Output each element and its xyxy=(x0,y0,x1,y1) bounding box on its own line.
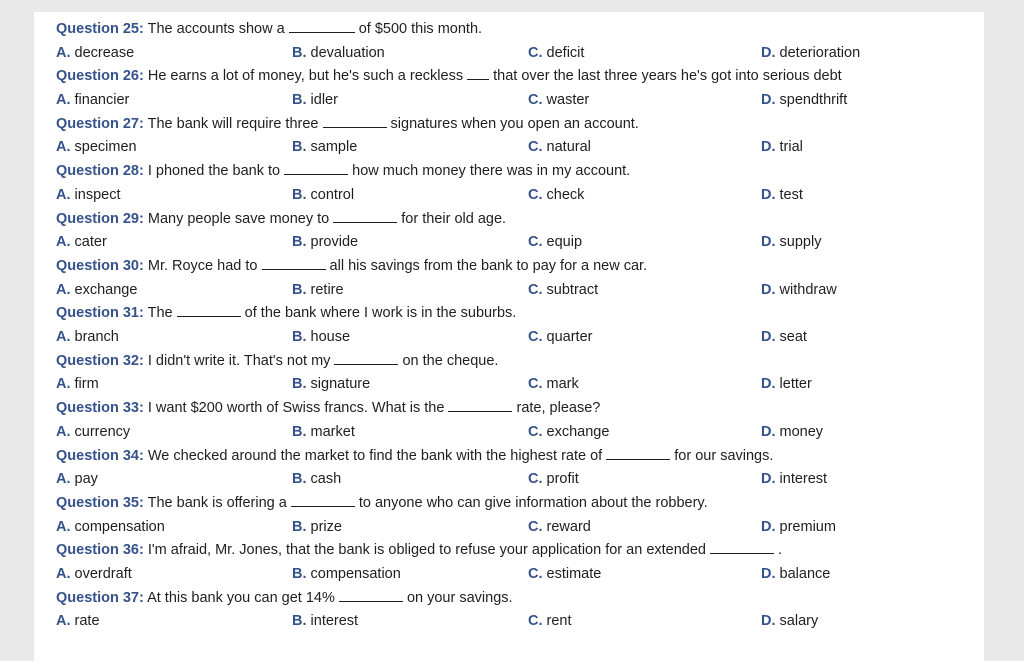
stem-text-after: rate, please? xyxy=(516,400,601,417)
stem-text-before: The bank is offering a xyxy=(147,494,287,511)
option-d xyxy=(761,136,803,160)
stem-text-before: I want $200 worth of Swiss francs. What is the xyxy=(147,400,445,417)
question-stem xyxy=(56,302,961,326)
option-letter: B. xyxy=(292,139,307,156)
answer-blank xyxy=(177,303,241,317)
option-d xyxy=(761,326,807,350)
option-letter: C. xyxy=(528,92,543,109)
option-letter: C. xyxy=(528,234,543,251)
option-letter: D. xyxy=(761,281,776,298)
option-letter: D. xyxy=(761,471,776,488)
stem-text-before: We checked around the market to find the bank with the highest rate of xyxy=(147,447,603,464)
stem-text-before: The accounts show a xyxy=(147,21,285,37)
option-d xyxy=(761,89,847,113)
question-number: Question 33: xyxy=(56,400,144,417)
answer-blank xyxy=(606,446,670,460)
stem-text-after: for our savings. xyxy=(674,447,774,464)
options-row xyxy=(56,136,961,160)
question-number: Question 30: xyxy=(56,257,144,274)
question-stem xyxy=(56,492,961,516)
option-c xyxy=(528,89,589,113)
option-d xyxy=(761,373,812,397)
stem-text-after: of the bank where I work is in the suburbs. xyxy=(244,305,517,322)
option-b xyxy=(292,184,354,208)
option-text: check xyxy=(546,186,585,203)
question-number: Question 32: xyxy=(56,352,144,369)
option-text: idler xyxy=(310,92,338,109)
option-text: profit xyxy=(546,471,579,488)
option-a xyxy=(56,184,120,208)
question-stem xyxy=(56,113,961,137)
answer-blank xyxy=(323,114,387,128)
options-row xyxy=(56,231,961,255)
option-letter: D. xyxy=(761,518,776,535)
options-row xyxy=(56,42,961,66)
option-text: interest xyxy=(310,613,359,630)
option-text: seat xyxy=(779,329,807,346)
option-letter: C. xyxy=(528,329,543,346)
question-stem xyxy=(56,18,961,42)
stem-text-after: signatures when you open an account. xyxy=(390,115,639,132)
option-d xyxy=(761,231,821,255)
option-text: deterioration xyxy=(779,44,861,61)
question-number: Question 27: xyxy=(56,115,144,132)
stem-text-before: At this bank you can get 14% xyxy=(147,589,335,606)
option-text: cater xyxy=(74,234,107,251)
option-text: rent xyxy=(546,613,572,630)
answer-blank xyxy=(289,19,355,33)
question-number: Question 35: xyxy=(56,494,144,511)
option-letter: D. xyxy=(761,44,776,61)
option-a xyxy=(56,610,100,634)
option-letter: A. xyxy=(56,234,71,251)
option-a xyxy=(56,231,107,255)
option-d xyxy=(761,279,837,303)
option-a xyxy=(56,89,129,113)
option-b xyxy=(292,516,342,540)
option-a xyxy=(56,468,98,492)
option-letter: C. xyxy=(528,518,543,535)
stem-text-after: how much money there was in my account. xyxy=(352,163,631,180)
question-number: Question 28: xyxy=(56,163,144,180)
option-c xyxy=(528,421,609,445)
option-letter: A. xyxy=(56,376,71,393)
option-text: devaluation xyxy=(310,44,385,61)
option-d xyxy=(761,468,827,492)
option-letter: D. xyxy=(761,329,776,346)
question-stem xyxy=(56,539,961,563)
option-b xyxy=(292,136,357,160)
option-letter: B. xyxy=(292,376,307,393)
option-a xyxy=(56,373,99,397)
document-page xyxy=(34,12,984,661)
option-letter: D. xyxy=(761,423,776,440)
option-letter: A. xyxy=(56,139,71,156)
option-text: subtract xyxy=(546,281,599,298)
answer-blank xyxy=(262,256,326,270)
option-d xyxy=(761,184,803,208)
option-text: decrease xyxy=(74,44,135,61)
option-a xyxy=(56,136,137,160)
option-text: withdraw xyxy=(779,281,837,298)
option-text: retire xyxy=(310,281,344,298)
option-a xyxy=(56,421,130,445)
option-d xyxy=(761,516,836,540)
option-d xyxy=(761,42,860,66)
stem-text-before: Many people save money to xyxy=(147,210,330,227)
option-text: control xyxy=(310,186,355,203)
option-letter: D. xyxy=(761,613,776,630)
option-b xyxy=(292,373,370,397)
option-c xyxy=(528,373,579,397)
option-c xyxy=(528,516,591,540)
question-stem xyxy=(56,160,961,184)
option-letter: A. xyxy=(56,423,71,440)
options-row xyxy=(56,563,961,587)
question-stem xyxy=(56,208,961,232)
question-stem xyxy=(56,65,961,89)
option-letter: B. xyxy=(292,613,307,630)
option-text: overdraft xyxy=(74,566,132,582)
option-letter: D. xyxy=(761,186,776,203)
option-text: compensation xyxy=(74,518,165,535)
option-letter: C. xyxy=(528,44,543,61)
option-c xyxy=(528,184,584,208)
stem-text-after: for their old age. xyxy=(401,210,507,227)
question-stem xyxy=(56,350,961,374)
option-c xyxy=(528,563,601,587)
option-text: branch xyxy=(74,329,119,346)
stem-text-before: He earns a lot of money, but he's such a reckless xyxy=(147,68,464,85)
stem-text-after: on your savings. xyxy=(406,589,513,606)
option-a xyxy=(56,279,137,303)
option-letter: D. xyxy=(761,139,776,156)
answer-blank xyxy=(333,209,397,223)
option-text: quarter xyxy=(546,329,593,346)
option-text: balance xyxy=(779,566,831,582)
option-b xyxy=(292,326,350,350)
question-number: Question 29: xyxy=(56,210,144,227)
option-text: trial xyxy=(779,139,803,156)
question-number: Question 34: xyxy=(56,447,144,464)
question-stem xyxy=(56,397,961,421)
option-letter: C. xyxy=(528,281,543,298)
option-text: letter xyxy=(779,376,812,393)
option-text: pay xyxy=(74,471,98,488)
option-letter: B. xyxy=(292,44,307,61)
option-letter: B. xyxy=(292,329,307,346)
option-b xyxy=(292,421,355,445)
option-text: exchange xyxy=(546,423,610,440)
option-d xyxy=(761,610,818,634)
option-text: equip xyxy=(546,234,583,251)
option-text: sample xyxy=(310,139,358,156)
option-text: house xyxy=(310,329,351,346)
question-number: Question 36: xyxy=(56,542,144,559)
option-letter: A. xyxy=(56,518,71,535)
option-letter: B. xyxy=(292,566,307,582)
option-letter: A. xyxy=(56,281,71,298)
stem-text-before: The bank will require three xyxy=(147,115,319,132)
option-letter: C. xyxy=(528,471,543,488)
option-text: money xyxy=(779,423,824,440)
option-letter: B. xyxy=(292,92,307,109)
option-text: natural xyxy=(546,139,591,156)
option-letter: C. xyxy=(528,139,543,156)
option-text: estimate xyxy=(546,566,602,582)
option-letter: A. xyxy=(56,613,71,630)
option-text: interest xyxy=(779,471,828,488)
option-letter: C. xyxy=(528,566,543,582)
option-d xyxy=(761,563,830,587)
question-stem xyxy=(56,255,961,279)
question-list xyxy=(56,18,961,634)
option-b xyxy=(292,563,401,587)
option-c xyxy=(528,42,584,66)
stem-text-after: on the cheque. xyxy=(402,352,499,369)
option-letter: A. xyxy=(56,44,71,61)
option-text: test xyxy=(779,186,803,203)
stem-text-after: to anyone who can give information about the robbery. xyxy=(358,494,708,511)
option-text: specimen xyxy=(74,139,137,156)
answer-blank xyxy=(710,540,774,554)
option-letter: A. xyxy=(56,329,71,346)
option-letter: B. xyxy=(292,281,307,298)
option-text: compensation xyxy=(310,566,401,582)
option-a xyxy=(56,42,134,66)
answer-blank xyxy=(334,351,398,365)
option-letter: A. xyxy=(56,566,71,582)
option-text: waster xyxy=(546,92,590,109)
option-letter: D. xyxy=(761,234,776,251)
stem-text-before: I didn't write it. That's not my xyxy=(147,352,331,369)
option-b xyxy=(292,231,358,255)
options-row xyxy=(56,326,961,350)
option-c xyxy=(528,279,598,303)
option-letter: C. xyxy=(528,423,543,440)
answer-blank xyxy=(291,493,355,507)
option-letter: A. xyxy=(56,471,71,488)
option-c xyxy=(528,231,582,255)
option-b xyxy=(292,468,341,492)
option-a xyxy=(56,516,165,540)
option-text: inspect xyxy=(74,186,121,203)
stem-text-before: The xyxy=(147,305,173,322)
options-row xyxy=(56,184,961,208)
stem-text-after: of $500 this month. xyxy=(358,21,483,37)
options-row xyxy=(56,373,961,397)
option-b xyxy=(292,42,385,66)
option-text: spendthrift xyxy=(779,92,848,109)
option-letter: C. xyxy=(528,186,543,203)
option-c xyxy=(528,610,572,634)
option-text: firm xyxy=(74,376,99,393)
answer-blank xyxy=(448,398,512,412)
answer-blank xyxy=(284,161,348,175)
question-stem xyxy=(56,587,961,611)
option-letter: B. xyxy=(292,234,307,251)
option-text: prize xyxy=(310,518,342,535)
question-number: Question 26: xyxy=(56,68,144,85)
question-stem xyxy=(56,445,961,469)
option-letter: B. xyxy=(292,471,307,488)
stem-text-after: . xyxy=(778,542,783,559)
option-text: cash xyxy=(310,471,342,488)
option-text: rate xyxy=(74,613,100,630)
option-d xyxy=(761,421,823,445)
option-letter: B. xyxy=(292,518,307,535)
option-text: deficit xyxy=(546,44,585,61)
options-row xyxy=(56,279,961,303)
option-text: salary xyxy=(779,613,819,630)
option-a xyxy=(56,326,119,350)
option-text: financier xyxy=(74,92,130,109)
option-text: supply xyxy=(779,234,822,251)
option-c xyxy=(528,468,579,492)
option-letter: A. xyxy=(56,92,71,109)
option-letter: B. xyxy=(292,423,307,440)
stem-text-after: all his savings from the bank to pay for a new car. xyxy=(329,257,648,274)
option-text: mark xyxy=(546,376,579,393)
options-row xyxy=(56,468,961,492)
options-row xyxy=(56,421,961,445)
option-c xyxy=(528,136,591,160)
option-letter: B. xyxy=(292,186,307,203)
option-b xyxy=(292,89,338,113)
option-text: signature xyxy=(310,376,371,393)
question-number: Question 31: xyxy=(56,305,144,322)
answer-blank xyxy=(467,66,489,80)
option-b xyxy=(292,279,344,303)
option-text: provide xyxy=(310,234,359,251)
option-text: market xyxy=(310,423,355,440)
option-c xyxy=(528,326,592,350)
option-letter: D. xyxy=(761,376,776,393)
option-text: exchange xyxy=(74,281,138,298)
option-letter: A. xyxy=(56,186,71,203)
question-number: Question 25: xyxy=(56,21,144,37)
option-letter: C. xyxy=(528,376,543,393)
stem-text-before: I phoned the bank to xyxy=(147,163,281,180)
options-row xyxy=(56,610,961,634)
option-letter: D. xyxy=(761,92,776,109)
option-text: currency xyxy=(74,423,131,440)
option-a xyxy=(56,563,132,587)
option-letter: C. xyxy=(528,613,543,630)
option-text: reward xyxy=(546,518,591,535)
question-number: Question 37: xyxy=(56,589,144,606)
options-row xyxy=(56,89,961,113)
answer-blank xyxy=(339,588,403,602)
option-text: premium xyxy=(779,518,836,535)
stem-text-before: I'm afraid, Mr. Jones, that the bank is obliged to refuse your application for an extended xyxy=(147,542,706,559)
option-b xyxy=(292,610,358,634)
options-row xyxy=(56,516,961,540)
option-letter: D. xyxy=(761,566,776,582)
stem-text-before: Mr. Royce had to xyxy=(147,257,258,274)
stem-text-after: that over the last three years he's got into serious debt xyxy=(493,68,842,85)
